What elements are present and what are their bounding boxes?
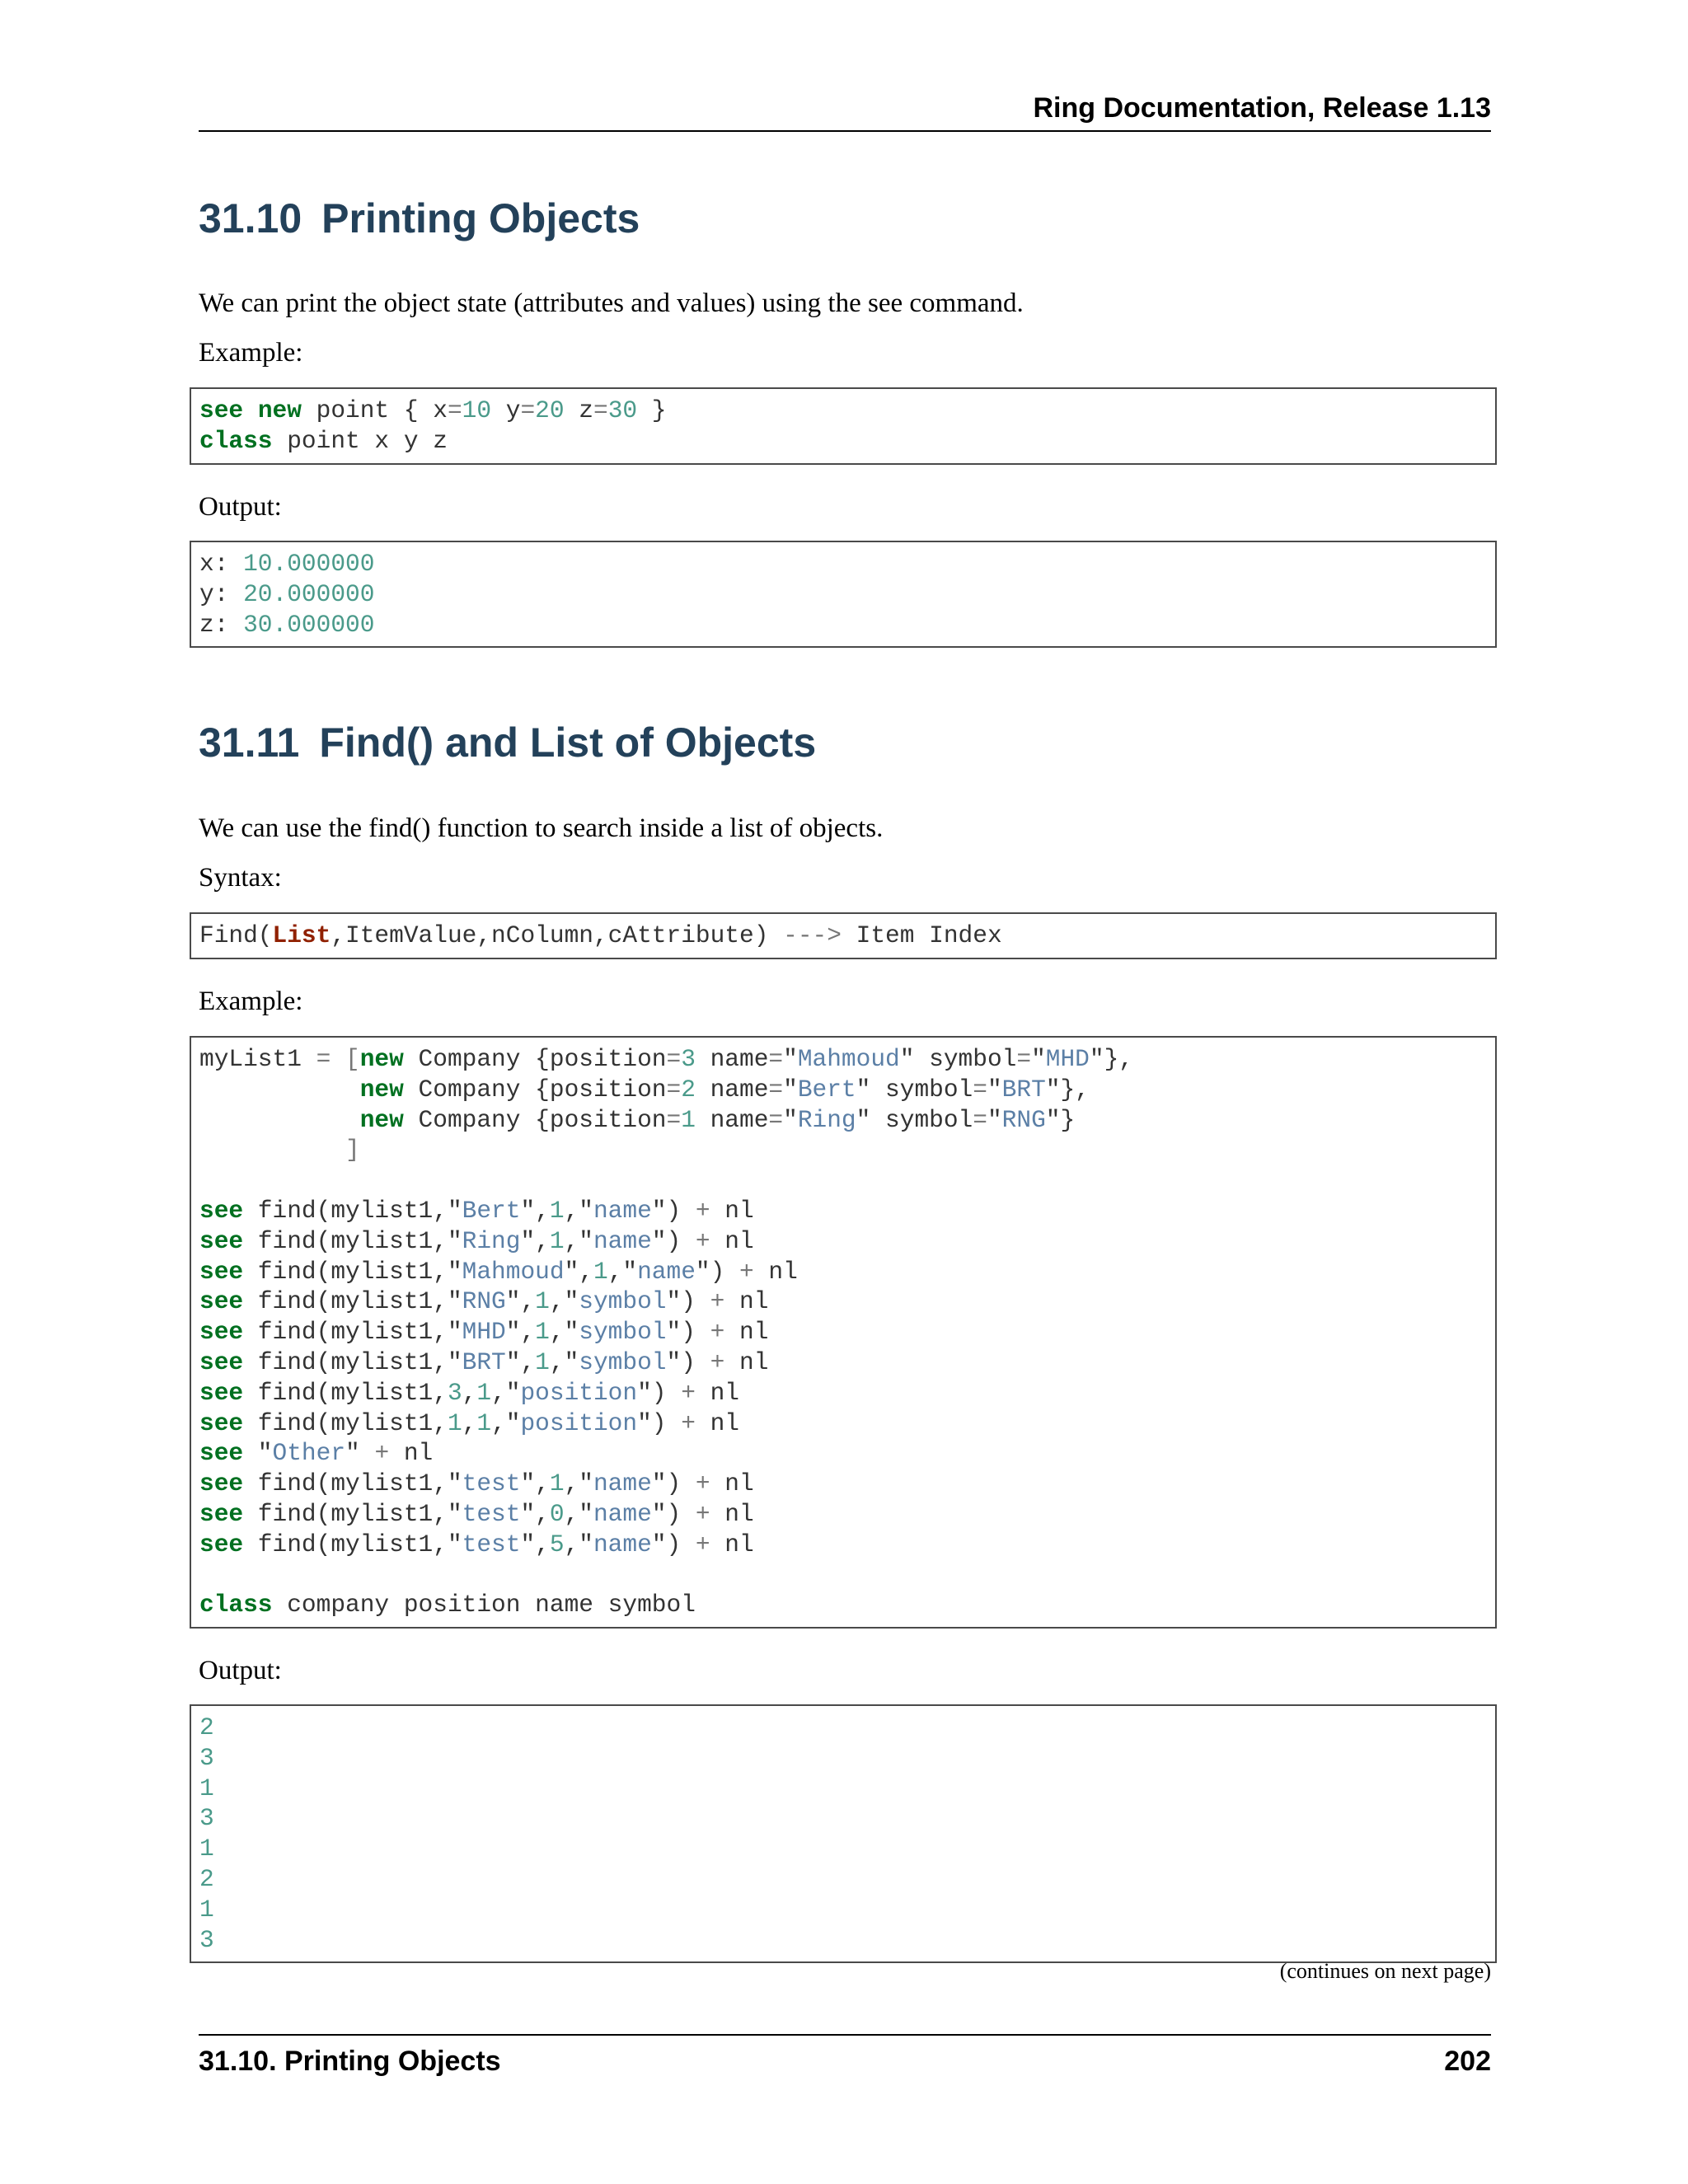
code-token: nl [710, 1226, 754, 1255]
code-line [199, 1196, 1487, 1226]
code-token: ," [491, 1378, 521, 1407]
code-token: 3 [447, 1378, 462, 1407]
code-token: point x y z [272, 426, 448, 455]
code-token: + [695, 1469, 710, 1498]
code-token: = [973, 1075, 987, 1104]
code-token: = [447, 396, 462, 424]
code-token: , [462, 1408, 477, 1437]
code-line [199, 1560, 1487, 1591]
code-token: + [374, 1439, 390, 1468]
code-token: name [637, 1257, 696, 1286]
code-token: = [1016, 1045, 1032, 1073]
code-token: find(mylist1," [243, 1226, 462, 1255]
code-token: " symbol [856, 1075, 973, 1104]
code-token: see [199, 1408, 244, 1437]
code-block-syntax [190, 912, 1497, 959]
code-token: 2 [199, 1713, 214, 1741]
code-token: Ring [462, 1226, 521, 1255]
code-token: 30 [607, 396, 638, 424]
code-token: find(mylist1," [243, 1499, 462, 1528]
code-token: see [199, 1196, 244, 1225]
code-token: name [593, 1530, 652, 1558]
code-token: new [359, 1105, 404, 1134]
code-token: ", [505, 1347, 536, 1376]
code-token: BRT [462, 1347, 506, 1376]
code-line [199, 1226, 1487, 1257]
code-token: 1 [476, 1408, 492, 1437]
code-token: + [695, 1196, 710, 1225]
section-intro: We can print the object state (attributes and values) using the see command. [199, 288, 1024, 318]
code-token: "}, [1045, 1075, 1090, 1104]
code-token: 1 [535, 1347, 550, 1376]
code-token: ", [520, 1530, 550, 1558]
code-token: ", [505, 1287, 536, 1316]
code-token: nl [753, 1257, 798, 1286]
code-token: ," [549, 1347, 579, 1376]
code-token: name [593, 1226, 652, 1255]
code-line [199, 1044, 1487, 1075]
code-token: find(mylist1, [243, 1378, 448, 1407]
code-token: List [272, 921, 331, 949]
code-token: find(mylist1," [243, 1196, 462, 1225]
code-line [199, 1135, 1487, 1165]
code-block-output [190, 541, 1497, 648]
code-token: " symbol [899, 1045, 1017, 1073]
footer-section: 31.10. Printing Objects [199, 2046, 501, 2077]
code-token: 3 [199, 1743, 214, 1772]
code-token: ") [637, 1408, 682, 1437]
code-token: 1 [681, 1105, 696, 1134]
code-token: + [681, 1408, 696, 1437]
code-line [199, 1834, 1487, 1864]
code-token: Other [272, 1439, 346, 1468]
code-token: 20.000000 [243, 579, 375, 608]
code-token: point { x [301, 396, 448, 424]
code-line [199, 1105, 1487, 1136]
code-token: nl [389, 1439, 434, 1468]
code-token: test [462, 1499, 521, 1528]
code-token: 2 [681, 1075, 696, 1104]
code-token: class [199, 426, 273, 455]
code-line [199, 610, 1487, 640]
code-line [199, 1590, 1487, 1620]
code-token: "}, [1089, 1045, 1133, 1073]
code-line [199, 1438, 1487, 1469]
code-token: nl [724, 1287, 769, 1316]
code-token: see [199, 1439, 244, 1468]
code-token: 1 [549, 1226, 565, 1255]
code-token: 1 [535, 1287, 550, 1316]
code-line [199, 1165, 1487, 1196]
code-block-example [190, 387, 1497, 465]
code-token: + [710, 1318, 725, 1347]
code-token: ", [520, 1226, 550, 1255]
example-label: Example: [199, 987, 303, 1016]
code-token: name [695, 1045, 769, 1073]
code-line [199, 1864, 1487, 1895]
code-block-example [190, 1036, 1497, 1629]
code-token: ") [651, 1499, 696, 1528]
code-token: = [768, 1105, 784, 1134]
code-token: y [491, 396, 521, 424]
code-token: find(mylist1," [243, 1530, 462, 1558]
code-token: name [695, 1105, 769, 1134]
page-footer [199, 2034, 1491, 2085]
code-token: company position name symbol [272, 1591, 696, 1619]
code-token: 3 [199, 1804, 214, 1833]
code-token: ,ItemValue,nColumn,cAttribute) [331, 921, 784, 949]
code-token: see [199, 1287, 244, 1316]
code-line [199, 1317, 1487, 1347]
code-token: find(mylist1," [243, 1257, 462, 1286]
code-token: see [199, 1530, 244, 1558]
code-token: nl [724, 1347, 769, 1376]
code-token: Company {position [403, 1045, 667, 1073]
code-token: ---> [783, 921, 842, 949]
header-title: Ring Documentation, Release 1.13 [1033, 92, 1491, 124]
code-token: ") [651, 1226, 696, 1255]
code-token: nl [695, 1408, 740, 1437]
code-token: symbol [579, 1318, 667, 1347]
code-token: " [987, 1075, 1002, 1104]
output-label: Output: [199, 1656, 282, 1685]
code-line [199, 579, 1487, 610]
code-line [199, 921, 1487, 951]
code-token: see [199, 1226, 244, 1255]
code-token: + [710, 1287, 725, 1316]
code-token: ") [651, 1530, 696, 1558]
code-token: Find( [199, 921, 273, 949]
code-token: Mahmoud [462, 1257, 565, 1286]
section-number: 31.10 [199, 195, 302, 241]
code-token: see [199, 1378, 244, 1407]
section-heading-printing-objects [199, 194, 640, 243]
code-token: ," [607, 1257, 638, 1286]
section-heading-find-objects [199, 718, 816, 767]
code-token: find(mylist1," [243, 1287, 462, 1316]
code-token: 1 [549, 1196, 565, 1225]
code-token: ", [520, 1499, 550, 1528]
code-token: ," [564, 1530, 593, 1558]
code-token: ") [666, 1287, 710, 1316]
code-token: name [593, 1196, 652, 1225]
code-line [199, 1499, 1487, 1530]
code-token: = [666, 1045, 682, 1073]
code-token: " [783, 1075, 798, 1104]
code-line [199, 1925, 1487, 1956]
code-token: ," [564, 1196, 593, 1225]
code-token: " [987, 1105, 1002, 1134]
code-token: ," [549, 1318, 579, 1347]
code-token: 1 [199, 1835, 214, 1863]
code-token: = [520, 396, 536, 424]
code-token: z: [199, 610, 244, 639]
code-token: = [666, 1075, 682, 1104]
code-line [199, 1743, 1487, 1774]
section-intro: We can use the find() function to search inside a list of objects. [199, 813, 884, 843]
section-number: 31.11 [199, 719, 300, 766]
code-token: nl [695, 1378, 740, 1407]
code-token: Company {position [403, 1075, 667, 1104]
code-line [199, 396, 1487, 426]
code-token [199, 1136, 345, 1164]
code-token: test [462, 1530, 521, 1558]
code-token: 10 [462, 396, 492, 424]
code-token: 3 [199, 1925, 214, 1954]
code-token: see [199, 1499, 244, 1528]
code-token: } [637, 396, 667, 424]
code-line [199, 1713, 1487, 1743]
code-token [199, 1106, 360, 1134]
code-token: see [199, 1257, 244, 1286]
code-token: + [710, 1347, 725, 1376]
section-title: Find() and List of Objects [319, 719, 817, 766]
code-line [199, 1469, 1487, 1499]
code-token: RNG [1001, 1105, 1046, 1134]
code-token: + [681, 1378, 696, 1407]
code-token: 3 [681, 1045, 696, 1073]
code-line [199, 1378, 1487, 1408]
code-token: ") [651, 1469, 696, 1498]
code-token: ," [549, 1287, 579, 1316]
running-header [199, 91, 1491, 132]
code-block-output [190, 1704, 1497, 1963]
code-token [243, 396, 258, 424]
continues-note: (continues on next page) [1279, 1959, 1491, 1983]
code-token: x: [199, 550, 244, 578]
code-line [199, 1347, 1487, 1378]
code-token: ," [491, 1408, 521, 1437]
code-token: nl [710, 1469, 754, 1498]
code-token: ", [505, 1318, 536, 1347]
code-token [199, 1076, 360, 1104]
code-token: = [768, 1045, 784, 1073]
code-line [199, 426, 1487, 457]
code-token: " [243, 1439, 273, 1468]
code-token: find(mylist1," [243, 1469, 462, 1498]
code-token: test [462, 1469, 521, 1498]
code-token: MHD [1045, 1045, 1090, 1073]
code-token: symbol [579, 1287, 667, 1316]
code-token [331, 1045, 345, 1073]
code-token: class [199, 1591, 273, 1619]
code-token: " [1031, 1045, 1046, 1073]
code-token: nl [710, 1499, 754, 1528]
code-token: myList1 [199, 1045, 316, 1073]
code-token: symbol [579, 1347, 667, 1376]
code-token: = [593, 396, 608, 424]
code-token: see [199, 1347, 244, 1376]
code-line [199, 1257, 1487, 1287]
code-token: Bert [797, 1075, 856, 1104]
code-token: position [520, 1378, 638, 1407]
code-token: 1 [535, 1318, 550, 1347]
code-line [199, 1408, 1487, 1439]
syntax-label: Syntax: [199, 863, 282, 893]
code-line [199, 1774, 1487, 1804]
code-token: + [695, 1499, 710, 1528]
code-token: = [973, 1105, 987, 1134]
code-token: ," [564, 1226, 593, 1255]
code-token: see [199, 1318, 244, 1347]
code-token: 1 [447, 1408, 462, 1437]
code-token: new [257, 396, 302, 424]
code-token: Company {position [403, 1105, 667, 1134]
code-token: ", [520, 1196, 550, 1225]
code-token: ") [666, 1347, 710, 1376]
code-token: ") [637, 1378, 682, 1407]
code-token: z [564, 396, 593, 424]
code-line [199, 1895, 1487, 1925]
code-token: ", [520, 1469, 550, 1498]
code-line [199, 1803, 1487, 1834]
code-token: Ring [797, 1105, 856, 1134]
code-token: Bert [462, 1196, 521, 1225]
code-token: + [739, 1257, 754, 1286]
code-line [199, 549, 1487, 579]
code-token: 10.000000 [243, 550, 375, 578]
code-token: = [768, 1075, 784, 1104]
code-token: nl [710, 1530, 754, 1558]
code-token: nl [710, 1196, 754, 1225]
code-token: position [520, 1408, 638, 1437]
code-token: new [359, 1075, 404, 1104]
code-token: ") [695, 1257, 740, 1286]
code-token: MHD [462, 1318, 506, 1347]
code-line [199, 1286, 1487, 1317]
code-line [199, 1075, 1487, 1105]
code-token: RNG [462, 1287, 506, 1316]
code-token: ", [564, 1257, 593, 1286]
code-token: find(mylist1, [243, 1408, 448, 1437]
code-token: " [783, 1105, 798, 1134]
code-token: see [199, 396, 244, 424]
code-token: Item Index [841, 921, 1002, 949]
code-token: new [359, 1045, 404, 1073]
code-token: nl [724, 1318, 769, 1347]
code-token: " [345, 1439, 375, 1468]
code-token: 1 [476, 1378, 492, 1407]
code-token: name [593, 1499, 652, 1528]
code-token: name [695, 1075, 769, 1104]
code-line [199, 1530, 1487, 1560]
code-token: ," [564, 1469, 593, 1498]
section-title: Printing Objects [321, 195, 640, 241]
code-token: "} [1045, 1105, 1076, 1134]
code-token: 1 [549, 1469, 565, 1498]
code-token: Mahmoud [797, 1045, 900, 1073]
example-label: Example: [199, 338, 303, 368]
code-token: 1 [199, 1774, 214, 1802]
code-token: ," [564, 1499, 593, 1528]
code-token: see [199, 1469, 244, 1498]
page-number: 202 [1444, 2046, 1491, 2077]
code-token: 20 [535, 396, 565, 424]
code-token: 1 [593, 1257, 608, 1286]
code-token: 2 [199, 1864, 214, 1893]
code-token: find(mylist1," [243, 1318, 462, 1347]
code-token: , [462, 1378, 477, 1407]
code-token: find(mylist1," [243, 1347, 462, 1376]
code-token: 0 [549, 1499, 565, 1528]
code-token: + [695, 1530, 710, 1558]
code-token: ") [666, 1318, 710, 1347]
code-token: = [316, 1045, 331, 1073]
code-token: " [783, 1045, 798, 1073]
code-token: 30.000000 [243, 610, 375, 639]
code-token: y: [199, 579, 244, 608]
output-label: Output: [199, 492, 282, 522]
code-token: BRT [1001, 1075, 1046, 1104]
code-token: ") [651, 1196, 696, 1225]
code-token: ] [345, 1136, 360, 1165]
code-token: name [593, 1469, 652, 1498]
code-token: 5 [549, 1530, 565, 1558]
code-token: " symbol [856, 1105, 973, 1134]
code-token: + [695, 1226, 710, 1255]
code-token: [ [345, 1045, 360, 1073]
code-token: = [666, 1105, 682, 1134]
code-token: 1 [199, 1895, 214, 1924]
